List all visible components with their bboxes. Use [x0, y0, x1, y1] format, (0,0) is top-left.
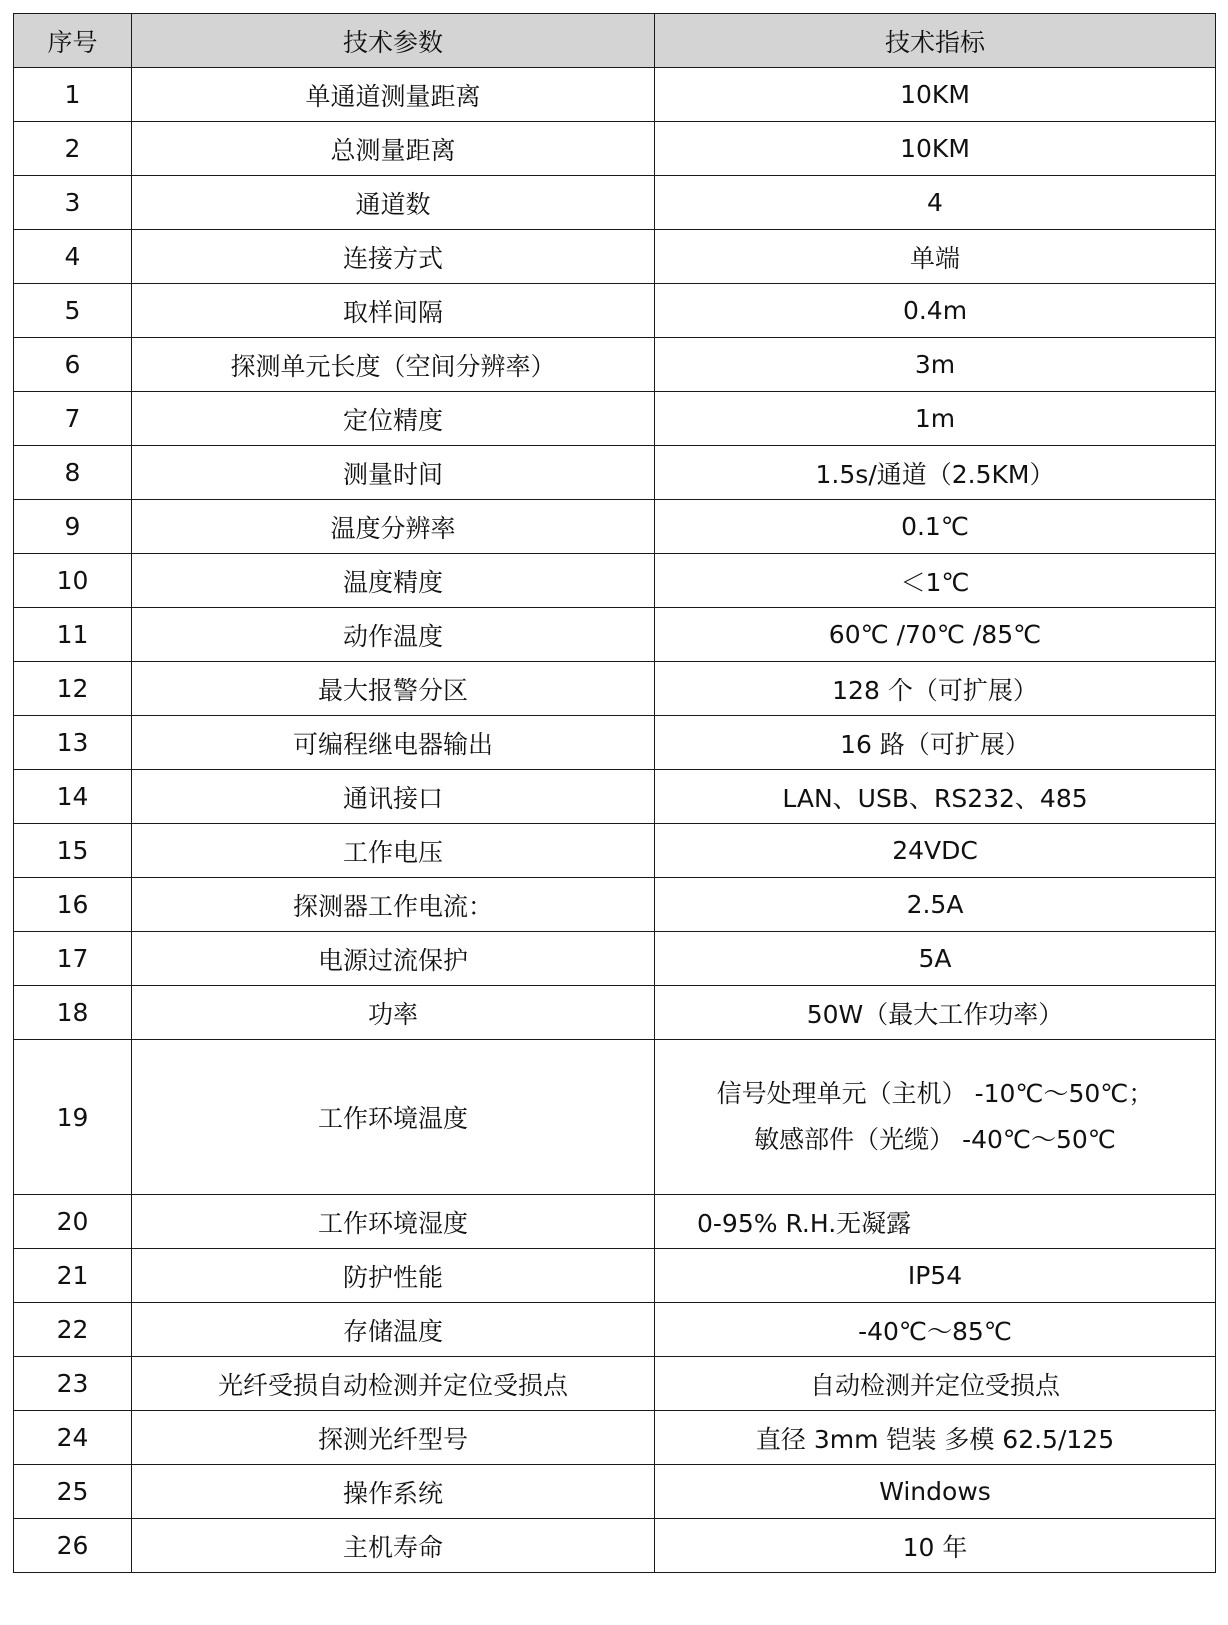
- table-body: [14, 68, 1216, 1573]
- table-row: [14, 1303, 1216, 1357]
- spec-table: [13, 13, 1216, 1573]
- value-cell: 24VDC: [655, 824, 1216, 878]
- header-cell-no: 序号: [14, 14, 132, 68]
- param-cell: 定位精度: [132, 392, 655, 446]
- value-cell: 0.4m: [655, 284, 1216, 338]
- row-number-cell: 7: [14, 392, 132, 446]
- table-row: [14, 1465, 1216, 1519]
- value-cell: 5A: [655, 932, 1216, 986]
- row-number-cell: 4: [14, 230, 132, 284]
- table-row: [14, 338, 1216, 392]
- row-number-cell: 11: [14, 608, 132, 662]
- param-cell: 通道数: [132, 176, 655, 230]
- param-cell: 电源过流保护: [132, 932, 655, 986]
- value-line: 敏感部件（光缆） -40℃～50℃: [754, 1125, 1116, 1154]
- row-number-cell: 20: [14, 1195, 132, 1249]
- param-cell: 工作环境温度: [132, 1040, 655, 1195]
- row-number-cell: 22: [14, 1303, 132, 1357]
- table-row: [14, 392, 1216, 446]
- table-header: [14, 14, 1216, 68]
- value-cell: 4: [655, 176, 1216, 230]
- param-cell: 工作环境湿度: [132, 1195, 655, 1249]
- table-row: [14, 824, 1216, 878]
- value-cell: 60℃ /70℃ /85℃: [655, 608, 1216, 662]
- table-row: [14, 1040, 1216, 1195]
- row-number-cell: 10: [14, 554, 132, 608]
- param-cell: 温度精度: [132, 554, 655, 608]
- param-cell: 主机寿命: [132, 1519, 655, 1573]
- row-number-cell: 5: [14, 284, 132, 338]
- table-row: [14, 500, 1216, 554]
- table-row: [14, 608, 1216, 662]
- param-cell: 操作系统: [132, 1465, 655, 1519]
- value-cell: 10KM: [655, 122, 1216, 176]
- table-row: [14, 878, 1216, 932]
- row-number-cell: 18: [14, 986, 132, 1040]
- table-row: [14, 716, 1216, 770]
- row-number-cell: 23: [14, 1357, 132, 1411]
- value-cell: 2.5A: [655, 878, 1216, 932]
- row-number-cell: 16: [14, 878, 132, 932]
- param-cell: 功率: [132, 986, 655, 1040]
- table-row: [14, 1357, 1216, 1411]
- value-cell: 1.5s/通道（2.5KM）: [655, 446, 1216, 500]
- table-row: [14, 932, 1216, 986]
- table-row: [14, 986, 1216, 1040]
- param-cell: 存储温度: [132, 1303, 655, 1357]
- row-number-cell: 8: [14, 446, 132, 500]
- param-cell: 总测量距离: [132, 122, 655, 176]
- row-number-cell: 1: [14, 68, 132, 122]
- row-number-cell: 13: [14, 716, 132, 770]
- value-cell: 0-95% R.H.无凝露: [655, 1195, 1216, 1249]
- table-row: [14, 122, 1216, 176]
- value-cell: 10KM: [655, 68, 1216, 122]
- table-row: [14, 1411, 1216, 1465]
- value-cell: 0.1℃: [655, 500, 1216, 554]
- row-number-cell: 6: [14, 338, 132, 392]
- value-cell: 10 年: [655, 1519, 1216, 1573]
- table-row: [14, 1519, 1216, 1573]
- param-cell: 温度分辨率: [132, 500, 655, 554]
- row-number-cell: 17: [14, 932, 132, 986]
- row-number-cell: 21: [14, 1249, 132, 1303]
- table-row: [14, 230, 1216, 284]
- header-cell-value: 技术指标: [655, 14, 1216, 68]
- param-cell: 工作电压: [132, 824, 655, 878]
- row-number-cell: 3: [14, 176, 132, 230]
- param-cell: 探测器工作电流：: [132, 878, 655, 932]
- table-row: [14, 68, 1216, 122]
- value-cell: 1m: [655, 392, 1216, 446]
- param-cell: 动作温度: [132, 608, 655, 662]
- value-cell: 50W（最大工作功率）: [655, 986, 1216, 1040]
- value-cell: 直径 3mm 铠装 多模 62.5/125: [655, 1411, 1216, 1465]
- header-cell-param: 技术参数: [132, 14, 655, 68]
- param-cell: 可编程继电器输出: [132, 716, 655, 770]
- value-cell: -40℃～85℃: [655, 1303, 1216, 1357]
- value-cell: 自动检测并定位受损点: [655, 1357, 1216, 1411]
- param-cell: 单通道测量距离: [132, 68, 655, 122]
- value-cell: Windows: [655, 1465, 1216, 1519]
- param-cell: 光纤受损自动检测并定位受损点: [132, 1357, 655, 1411]
- row-number-cell: 24: [14, 1411, 132, 1465]
- table-row: [14, 1249, 1216, 1303]
- value-cell: 3m: [655, 338, 1216, 392]
- table-row: [14, 446, 1216, 500]
- value-cell: 128 个（可扩展）: [655, 662, 1216, 716]
- param-cell: 探测光纤型号: [132, 1411, 655, 1465]
- value-cell: 单端: [655, 230, 1216, 284]
- table-row: [14, 1195, 1216, 1249]
- row-number-cell: 25: [14, 1465, 132, 1519]
- table-row: [14, 554, 1216, 608]
- row-number-cell: 2: [14, 122, 132, 176]
- param-cell: 通讯接口: [132, 770, 655, 824]
- row-number-cell: 14: [14, 770, 132, 824]
- row-number-cell: 19: [14, 1040, 132, 1195]
- value-cell: LAN、USB、RS232、485: [655, 770, 1216, 824]
- value-cell: IP54: [655, 1249, 1216, 1303]
- param-cell: 防护性能: [132, 1249, 655, 1303]
- table-row: [14, 662, 1216, 716]
- table-row: [14, 284, 1216, 338]
- row-number-cell: 15: [14, 824, 132, 878]
- value-cell: [655, 1040, 1216, 1195]
- value-line: 信号处理单元（主机） -10℃～50℃；: [716, 1079, 1154, 1108]
- header-row: [14, 14, 1216, 68]
- row-number-cell: 26: [14, 1519, 132, 1573]
- row-number-cell: 12: [14, 662, 132, 716]
- param-cell: 测量时间: [132, 446, 655, 500]
- param-cell: 取样间隔: [132, 284, 655, 338]
- value-cell: ＜1℃: [655, 554, 1216, 608]
- param-cell: 最大报警分区: [132, 662, 655, 716]
- table-row: [14, 176, 1216, 230]
- param-cell: 连接方式: [132, 230, 655, 284]
- table-row: [14, 770, 1216, 824]
- param-cell: 探测单元长度（空间分辨率）: [132, 338, 655, 392]
- row-number-cell: 9: [14, 500, 132, 554]
- value-cell: 16 路（可扩展）: [655, 716, 1216, 770]
